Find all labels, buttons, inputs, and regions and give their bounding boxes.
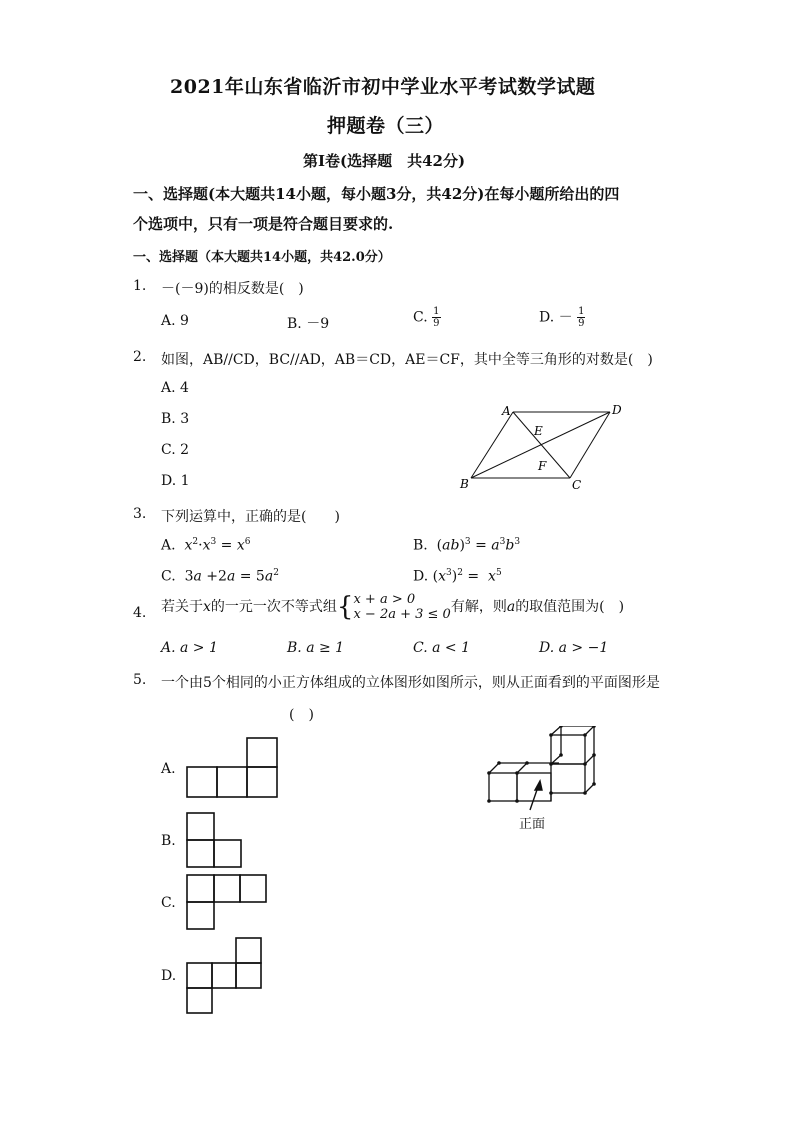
option-a-view-grid [186,737,278,799]
question-4-option-c: C. a < 1 [413,640,470,656]
question-5-option-d-label: D. [161,968,177,984]
parallelogram-figure [450,398,630,494]
option-d-view-grid [186,937,264,1015]
question-5-option-a-label: A. [161,761,176,777]
question-3-option-c: C. $3a +2a = 5a^2$ [161,568,279,585]
question-5-option-c-label: C. [161,895,176,911]
instruction-line-1: 一、选择题(本大题共14小题，每小题3分，共42分)在每小题所给出的四 [133,185,620,203]
option-b-view-grid [186,812,243,868]
point-b-label: B [460,477,469,491]
question-3-number: 3. [133,506,147,522]
question-4-option-d: D. a > −1 [539,640,609,656]
question-2-option-a: A. 4 [161,380,189,396]
point-f-label: F [538,459,547,473]
question-5-answer-paren: ( ) [289,707,314,723]
instruction-line-2: 个选项中，只有一项是符合题目要求的. [133,215,394,233]
question-1-option-a: A. 9 [161,313,189,329]
question-5-number: 5. [133,672,147,688]
question-2-stem: 如图，AB//CD，BC//AD，AB＝CD，AE＝CF，其中全等三角形的对数是( ) [161,352,653,368]
point-a-label: A [502,404,511,418]
question-1-option-b: B. －9 [287,316,330,332]
question-1-option-d: D. － $\frac{1}{9}$ [539,306,585,329]
point-c-label: C [572,478,582,492]
question-2-option-c: C. 2 [161,442,190,458]
sub-instruction: 一、选择题（本大题共14小题，共42.0分） [133,250,391,265]
question-4-option-a: A. a > 1 [161,640,218,656]
point-d-label: D [612,403,622,417]
question-4-number: 4. [133,605,147,621]
section-heading: 第Ⅰ卷(选择题 共42分) [303,152,466,170]
question-3-option-d: D. $(x^3)^2 = x^5$ [413,568,502,585]
option-c-view-grid [186,874,268,930]
question-4-stem: 若关于x的一元一次不等式组{ x + a > 0 x − 2a + 3 ≤ 0 有解，则a的取值范围为( ) [161,592,625,622]
question-4-option-b: B. a ≥ 1 [287,640,345,656]
exam-subtitle: 押题卷（三） [327,115,445,137]
point-e-label: E [534,424,543,438]
exam-title: 2021年山东省临沂市初中学业水平考试数学试题 [170,76,596,98]
front-view-label: 正面 [519,817,546,832]
question-5-stem: 一个由5个相同的小正方体组成的立体图形如图所示，则从正面看到的平面图形是 [161,675,660,691]
question-3-option-b: B. $(ab)^3 = a^3b^3$ [413,537,521,554]
question-2-option-b: B. 3 [161,411,190,427]
question-2-option-d: D. 1 [161,473,190,489]
question-3-option-a: A. $x^2\cdot x^3 = x^6$ [161,537,251,554]
question-5-option-b-label: B. [161,833,176,849]
question-1-stem: －(－9)的相反数是( ) [161,281,304,297]
question-1-number: 1. [133,278,147,294]
question-2-number: 2. [133,349,147,365]
question-3-stem: 下列运算中，正确的是( ) [161,509,340,525]
question-1-option-c: C. $\frac{1}{9}$ [413,306,440,329]
